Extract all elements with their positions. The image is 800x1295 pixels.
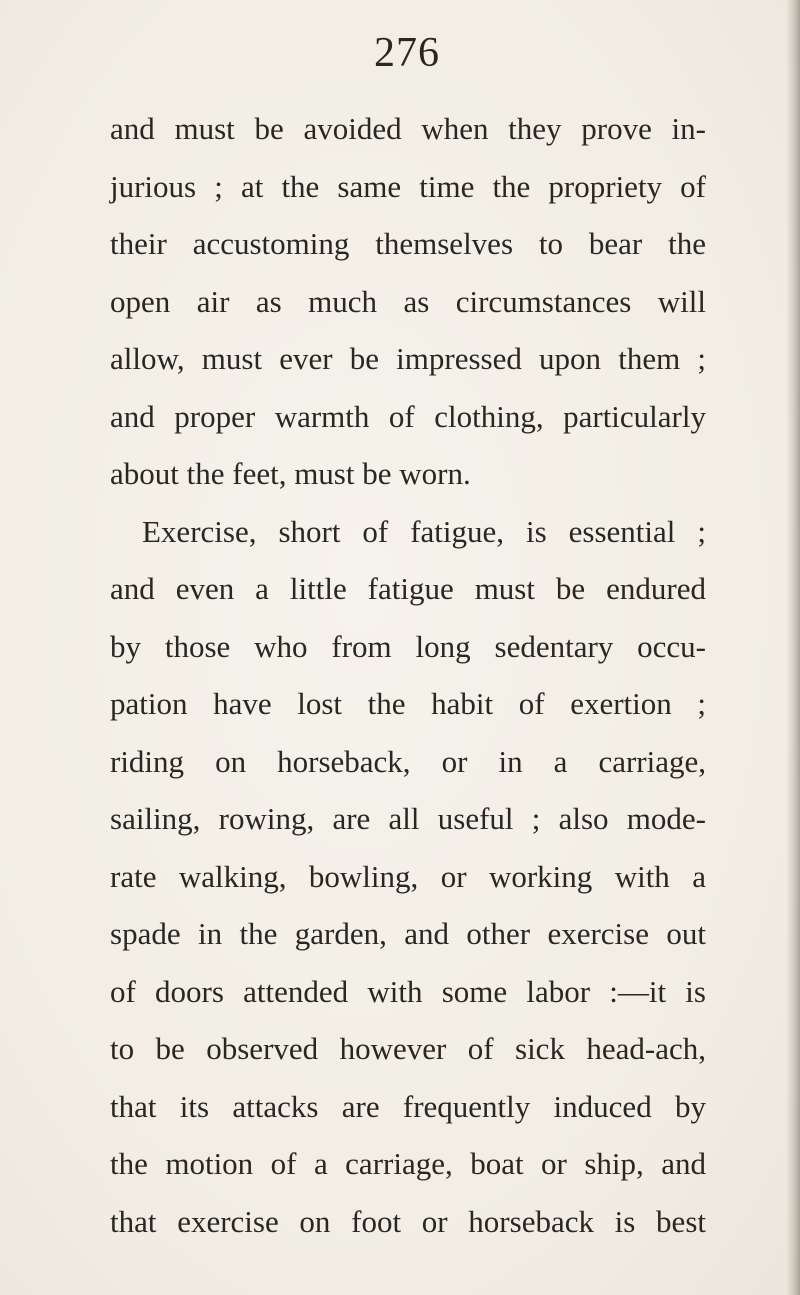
page-number: 276 xyxy=(374,30,440,76)
text-line: by those who from long sedentary occu- xyxy=(110,628,706,664)
text-line: and proper warmth of clothing, particularly xyxy=(110,398,706,434)
page-edge-shadow xyxy=(786,0,800,1295)
text-line: jurious ; at the same time the propriety of xyxy=(110,168,706,204)
text-line: the motion of a carriage, boat or ship, and xyxy=(110,1146,706,1181)
text-line: of doors attended with some labor :—it is xyxy=(110,973,706,1009)
text-line: spade in the garden, and other exercise out xyxy=(110,916,706,951)
text-line: their accustoming themselves to bear the xyxy=(110,226,706,261)
text-line: and even a little fatigue must be endured xyxy=(110,571,706,606)
text-line: sailing, rowing, are all useful ; also mode- xyxy=(110,801,706,836)
text-line: riding on horseback, or in a carriage, xyxy=(110,743,706,779)
body-text xyxy=(110,100,706,1250)
text-line: about the feet, must be worn. xyxy=(110,456,471,491)
text-line: Exercise, short of fatigue, is essential ; xyxy=(142,513,706,549)
text-line: rate walking, bowling, or working with a xyxy=(110,858,706,894)
text-line: to be observed however of sick head-ach, xyxy=(110,1031,706,1066)
text-line: that exercise on foot or horseback is best xyxy=(110,1203,706,1239)
text-line: that its attacks are frequently induced by xyxy=(110,1088,706,1124)
text-line: pation have lost the habit of exertion ; xyxy=(110,686,706,721)
text-line: and must be avoided when they prove in- xyxy=(110,111,706,146)
text-line: allow, must ever be impressed upon them ; xyxy=(110,341,706,376)
text-line: open air as much as circumstances will xyxy=(110,283,706,319)
